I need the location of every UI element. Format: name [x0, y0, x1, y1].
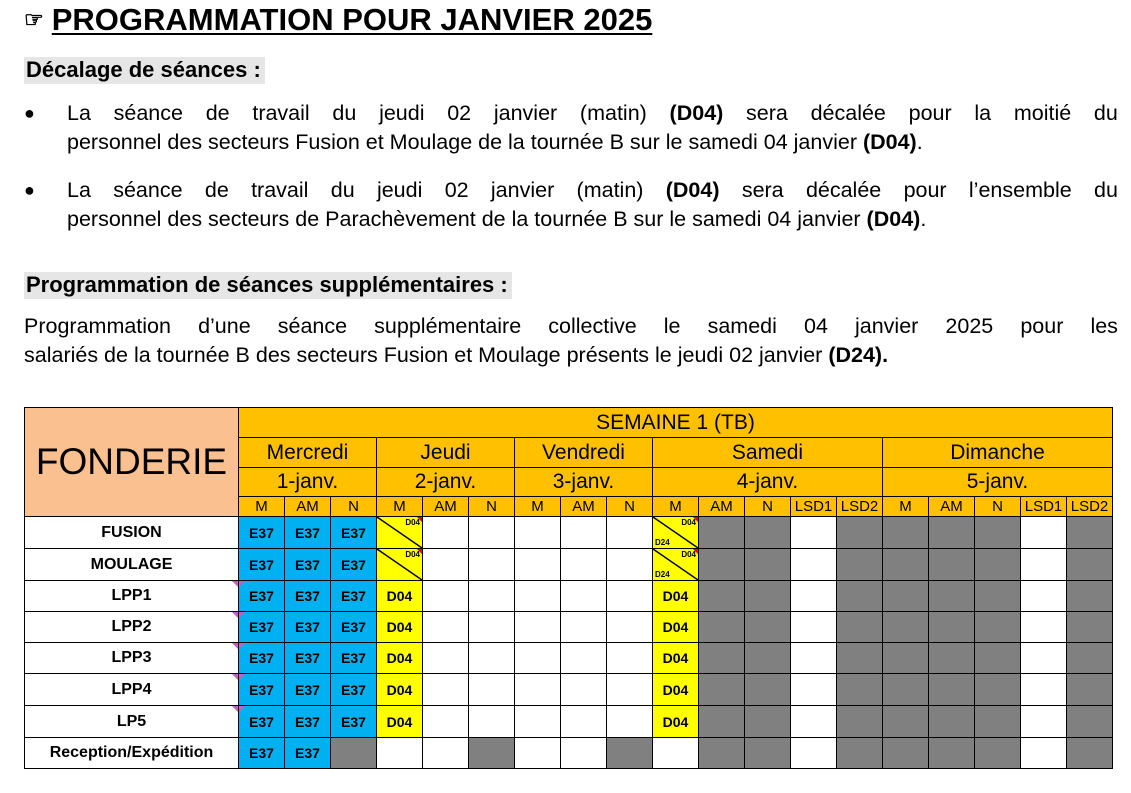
- cell-shift-e37: E37: [239, 706, 285, 738]
- section-heading-supplementaires: Programmation de séances supplémentaires :: [24, 272, 512, 299]
- cell-off: [929, 517, 975, 549]
- comment-marker: [417, 549, 422, 554]
- comment-marker: [239, 643, 245, 649]
- cell-off: [745, 549, 791, 581]
- cell-off: [1067, 706, 1113, 738]
- cell-empty: [469, 674, 515, 706]
- bullet1-line1: [67, 99, 1118, 128]
- table-row: [25, 612, 1113, 643]
- cell-empty: [469, 581, 515, 612]
- word: du: [330, 178, 355, 202]
- cell-shift-e37: E37: [239, 612, 285, 643]
- cell-off: [745, 674, 791, 706]
- shift-header: LSD1: [791, 497, 837, 517]
- cell-off: [975, 706, 1021, 738]
- cell-shift-e37: E37: [331, 706, 377, 738]
- cell-shift-d04: D04: [653, 643, 699, 674]
- cell-empty: [515, 674, 561, 706]
- cell-empty: [515, 738, 561, 769]
- cell-empty: [607, 612, 653, 643]
- table-row: [25, 706, 1113, 738]
- word: 2025: [945, 314, 994, 338]
- pointing-hand-icon: ☞: [24, 7, 44, 32]
- cell-empty: [469, 643, 515, 674]
- cell-off: [975, 581, 1021, 612]
- shift-header: M: [653, 497, 699, 517]
- cell-off: [837, 643, 883, 674]
- cell-off: [745, 706, 791, 738]
- cell-off: [929, 674, 975, 706]
- shift-header: LSD2: [1067, 497, 1113, 517]
- cell-off: [837, 612, 883, 643]
- cell-off: [975, 517, 1021, 549]
- cell-shift-e37: E37: [239, 549, 285, 581]
- cell-empty: [1021, 706, 1067, 738]
- table-row: [25, 581, 1113, 612]
- cell-off: [1067, 581, 1113, 612]
- cell-empty: [423, 549, 469, 581]
- word: Programmation: [24, 314, 171, 338]
- cell-off: [883, 674, 929, 706]
- cell-shift-d04: D04: [377, 581, 423, 612]
- day-header: Jeudi: [377, 438, 515, 468]
- cell-empty: [469, 612, 515, 643]
- cell-empty: [607, 674, 653, 706]
- header-week-row: [25, 408, 1113, 438]
- word: de: [205, 101, 230, 125]
- cell-shift-d04: D04: [377, 674, 423, 706]
- cell-shift-e37: E37: [285, 581, 331, 612]
- cell-empty: [423, 674, 469, 706]
- cell-off: [331, 738, 377, 769]
- cell-empty: [423, 581, 469, 612]
- cell-empty: [607, 517, 653, 549]
- cell-shift-e37: E37: [331, 674, 377, 706]
- cell-off: [975, 549, 1021, 581]
- shift-header: N: [469, 497, 515, 517]
- word: 02: [444, 178, 469, 202]
- cell-off: [929, 738, 975, 769]
- cell-off: [699, 674, 745, 706]
- cell-off: [883, 738, 929, 769]
- cell-empty: [469, 706, 515, 738]
- cell-off: [699, 612, 745, 643]
- cell-off: [883, 612, 929, 643]
- cell-empty: [515, 612, 561, 643]
- shift-header: N: [331, 497, 377, 517]
- word: 04: [803, 314, 828, 338]
- cell-empty: [561, 581, 607, 612]
- cell-shift-d04: D04: [653, 581, 699, 612]
- cell-shift-e37: E37: [331, 581, 377, 612]
- day-header: Vendredi: [515, 438, 653, 468]
- row-label: LP5: [25, 706, 239, 738]
- shift-header: N: [745, 497, 791, 517]
- cell-shift-e37: E37: [285, 517, 331, 549]
- comment-marker: [239, 674, 245, 680]
- cell-empty: [791, 612, 837, 643]
- row-label: LPP3: [25, 643, 239, 674]
- word: collective: [548, 314, 637, 338]
- diag-bottom-label: D24: [655, 570, 670, 579]
- cell-off: [1067, 517, 1113, 549]
- cell-off: [699, 706, 745, 738]
- cell-empty: [1021, 581, 1067, 612]
- cell-empty: [423, 517, 469, 549]
- cell-off: [745, 581, 791, 612]
- table-row: [25, 517, 1113, 549]
- cell-off: [745, 738, 791, 769]
- row-label: LPP4: [25, 674, 239, 706]
- cell-off: [837, 517, 883, 549]
- cell-off: [975, 612, 1021, 643]
- comment-marker: [693, 517, 698, 522]
- cell-empty: [561, 517, 607, 549]
- cell-empty: [791, 517, 837, 549]
- cell-shift-d04: D04: [653, 674, 699, 706]
- word: de: [204, 178, 229, 202]
- word: moitié: [1013, 101, 1072, 125]
- cell-diagonal-d04: [377, 549, 423, 581]
- cell-off: [1067, 674, 1113, 706]
- cell-off: [929, 581, 975, 612]
- cell-empty: [469, 517, 515, 549]
- cell-off: [1067, 738, 1113, 769]
- shift-header: AM: [423, 497, 469, 517]
- shift-header: AM: [699, 497, 745, 517]
- cell-empty: [561, 674, 607, 706]
- cell-off: [745, 517, 791, 549]
- row-label: LPP2: [25, 612, 239, 643]
- cell-empty: [515, 581, 561, 612]
- cell-off: [837, 674, 883, 706]
- cell-empty: [423, 612, 469, 643]
- para-line2: salariés de la tournée B des secteurs Fusion et Moulage présents le jeudi 02 janvier (D24).: [24, 343, 889, 367]
- cell-empty: [515, 706, 561, 738]
- cell-off: [699, 549, 745, 581]
- cell-empty: [653, 738, 699, 769]
- day-header: Dimanche: [883, 438, 1113, 468]
- bullet-icon: ●: [24, 103, 35, 123]
- comment-marker: [232, 581, 238, 587]
- shift-header: M: [377, 497, 423, 517]
- bullet1-line2: personnel des secteurs Fusion et Moulage de la tournée B sur le samedi 04 janvier (D04).: [67, 130, 923, 154]
- word: d’une: [198, 314, 251, 338]
- word: pour: [903, 178, 947, 202]
- cell-shift-e37: E37: [239, 517, 285, 549]
- cell-diagonal-d04-d24: [653, 517, 699, 549]
- word: (D04): [669, 101, 724, 125]
- cell-shift-e37: E37: [239, 738, 285, 769]
- cell-empty: [607, 706, 653, 738]
- cell-off: [837, 549, 883, 581]
- cell-off: [837, 581, 883, 612]
- diag-top-label: D04: [681, 518, 696, 527]
- word: le: [663, 314, 681, 338]
- table-row: [25, 549, 1113, 581]
- cell-empty: [515, 643, 561, 674]
- cell-empty: [515, 549, 561, 581]
- cell-empty: [561, 643, 607, 674]
- cell-empty: [1021, 612, 1067, 643]
- cell-shift-e37: E37: [285, 643, 331, 674]
- cell-empty: [791, 643, 837, 674]
- bullet-icon: ●: [24, 180, 35, 200]
- cell-shift-d04: D04: [377, 612, 423, 643]
- cell-shift-e37: E37: [331, 612, 377, 643]
- cell-off: [607, 738, 653, 769]
- word: La: [67, 101, 91, 125]
- cell-off: [699, 517, 745, 549]
- cell-off: [883, 643, 929, 674]
- row-label: LPP1: [25, 581, 239, 612]
- cell-shift-d04: D04: [377, 706, 423, 738]
- word: l’ensemble: [968, 178, 1072, 202]
- shift-header: N: [607, 497, 653, 517]
- word: séance: [277, 314, 348, 338]
- cell-empty: [791, 674, 837, 706]
- word: (matin): [576, 178, 644, 202]
- cell-empty: [607, 581, 653, 612]
- word: séance: [113, 178, 183, 202]
- cell-shift-e37: E37: [239, 643, 285, 674]
- cell-off: [883, 581, 929, 612]
- cell-diagonal-d04-d24: [653, 549, 699, 581]
- word: La: [67, 178, 91, 202]
- word: la: [974, 101, 992, 125]
- cell-off: [975, 643, 1021, 674]
- cell-off: [699, 581, 745, 612]
- word: 02: [447, 101, 472, 125]
- cell-off: [929, 706, 975, 738]
- cell-empty: [1021, 738, 1067, 769]
- week-header: SEMAINE 1 (TB): [239, 408, 1113, 438]
- comment-marker: [232, 674, 238, 680]
- shift-header: AM: [561, 497, 607, 517]
- cell-shift-d04: D04: [653, 706, 699, 738]
- shift-header: LSD2: [837, 497, 883, 517]
- cell-empty: [791, 549, 837, 581]
- cell-off: [745, 612, 791, 643]
- cell-empty: [469, 549, 515, 581]
- cell-empty: [561, 612, 607, 643]
- cell-empty: [561, 738, 607, 769]
- word: jeudi: [379, 101, 425, 125]
- cell-off: [699, 738, 745, 769]
- cell-shift-e37: E37: [285, 738, 331, 769]
- title-text: PROGRAMMATION POUR JANVIER 2025: [51, 2, 653, 37]
- cell-off: [975, 738, 1021, 769]
- bullet2-line1: [67, 176, 1118, 205]
- cell-empty: [423, 706, 469, 738]
- cell-diagonal-d04: [377, 517, 423, 549]
- cell-off: [929, 643, 975, 674]
- comment-marker: [417, 517, 422, 522]
- comment-marker: [239, 706, 245, 712]
- diag-bottom-label: D24: [655, 538, 670, 547]
- cell-off: [883, 549, 929, 581]
- comment-marker: [693, 549, 698, 554]
- diag-top-label: D04: [405, 550, 420, 559]
- table-row: [25, 738, 1113, 769]
- word: pour: [908, 101, 952, 125]
- comment-marker: [232, 612, 238, 618]
- cell-shift-e37: E37: [285, 674, 331, 706]
- word: décalée: [810, 101, 886, 125]
- cell-off: [929, 549, 975, 581]
- word: samedi: [707, 314, 777, 338]
- cell-empty: [607, 549, 653, 581]
- word: sera: [741, 178, 784, 202]
- cell-off: [837, 706, 883, 738]
- shift-header: M: [239, 497, 285, 517]
- word: jeudi: [376, 178, 423, 202]
- word: du: [1093, 178, 1118, 202]
- row-label: MOULAGE: [25, 549, 239, 581]
- cell-off: [745, 643, 791, 674]
- word: janvier: [493, 101, 558, 125]
- word: sera: [746, 101, 788, 125]
- cell-shift-e37: E37: [239, 674, 285, 706]
- cell-shift-e37: E37: [331, 517, 377, 549]
- date-header: 4-janv.: [653, 468, 883, 497]
- row-label: Reception/Expédition: [25, 738, 239, 769]
- table-row: [25, 674, 1113, 706]
- cell-empty: [423, 738, 469, 769]
- section-heading-decalage: Décalage de séances :: [24, 57, 265, 84]
- cell-off: [1067, 549, 1113, 581]
- word: (matin): [579, 101, 647, 125]
- word: du: [332, 101, 357, 125]
- cell-shift-e37: E37: [331, 643, 377, 674]
- cell-empty: [791, 581, 837, 612]
- cell-shift-d04: D04: [377, 643, 423, 674]
- cell-empty: [1021, 549, 1067, 581]
- shift-header: AM: [929, 497, 975, 517]
- cell-off: [929, 612, 975, 643]
- diag-top-label: D04: [681, 550, 696, 559]
- page-title: [24, 2, 652, 38]
- shift-header: AM: [285, 497, 331, 517]
- word: supplémentaire: [374, 314, 522, 338]
- comment-marker: [239, 581, 245, 587]
- cell-shift-d04: D04: [653, 612, 699, 643]
- cell-empty: [1021, 643, 1067, 674]
- word: pour: [1020, 314, 1064, 338]
- day-header: Mercredi: [239, 438, 377, 468]
- cell-shift-e37: E37: [285, 549, 331, 581]
- cell-off: [975, 674, 1021, 706]
- date-header: 3-janv.: [515, 468, 653, 497]
- date-header: 1-janv.: [239, 468, 377, 497]
- word: décalée: [805, 178, 882, 202]
- word: travail: [252, 101, 310, 125]
- shift-header: M: [883, 497, 929, 517]
- cell-off: [469, 738, 515, 769]
- word: les: [1090, 314, 1118, 338]
- cell-shift-e37: E37: [285, 706, 331, 738]
- word: (D04): [665, 178, 720, 202]
- cell-empty: [377, 738, 423, 769]
- shift-header: M: [515, 497, 561, 517]
- cell-shift-e37: E37: [239, 581, 285, 612]
- table-row: [25, 643, 1113, 674]
- cell-empty: [1021, 674, 1067, 706]
- date-header: 5-janv.: [883, 468, 1113, 497]
- comment-marker: [239, 612, 245, 618]
- bullet2-line2: personnel des secteurs de Parachèvement de la tournée B sur le samedi 04 janvier (D04).: [67, 207, 927, 231]
- cell-empty: [561, 706, 607, 738]
- cell-shift-e37: E37: [285, 612, 331, 643]
- cell-off: [837, 738, 883, 769]
- word: janvier: [490, 178, 555, 202]
- cell-off: [883, 517, 929, 549]
- day-header: Samedi: [653, 438, 883, 468]
- cell-empty: [561, 549, 607, 581]
- date-header: 2-janv.: [377, 468, 515, 497]
- cell-off: [883, 706, 929, 738]
- row-label: FUSION: [25, 517, 239, 549]
- cell-empty: [791, 706, 837, 738]
- comment-marker: [232, 706, 238, 712]
- diag-top-label: D04: [405, 518, 420, 527]
- word: séance: [113, 101, 183, 125]
- shift-header: N: [975, 497, 1021, 517]
- cell-off: [699, 643, 745, 674]
- cell-empty: [791, 738, 837, 769]
- corner-fonderie: FONDERIE: [25, 408, 239, 517]
- word: du: [1093, 101, 1118, 125]
- cell-empty: [1021, 517, 1067, 549]
- shift-header: LSD1: [1021, 497, 1067, 517]
- schedule-table: [24, 407, 1113, 769]
- comment-marker: [232, 643, 238, 649]
- cell-shift-e37: E37: [331, 549, 377, 581]
- cell-empty: [607, 643, 653, 674]
- word: travail: [251, 178, 309, 202]
- para-line1: [24, 312, 1118, 341]
- cell-off: [1067, 612, 1113, 643]
- cell-off: [1067, 643, 1113, 674]
- cell-empty: [423, 643, 469, 674]
- word: janvier: [854, 314, 919, 338]
- cell-empty: [515, 517, 561, 549]
